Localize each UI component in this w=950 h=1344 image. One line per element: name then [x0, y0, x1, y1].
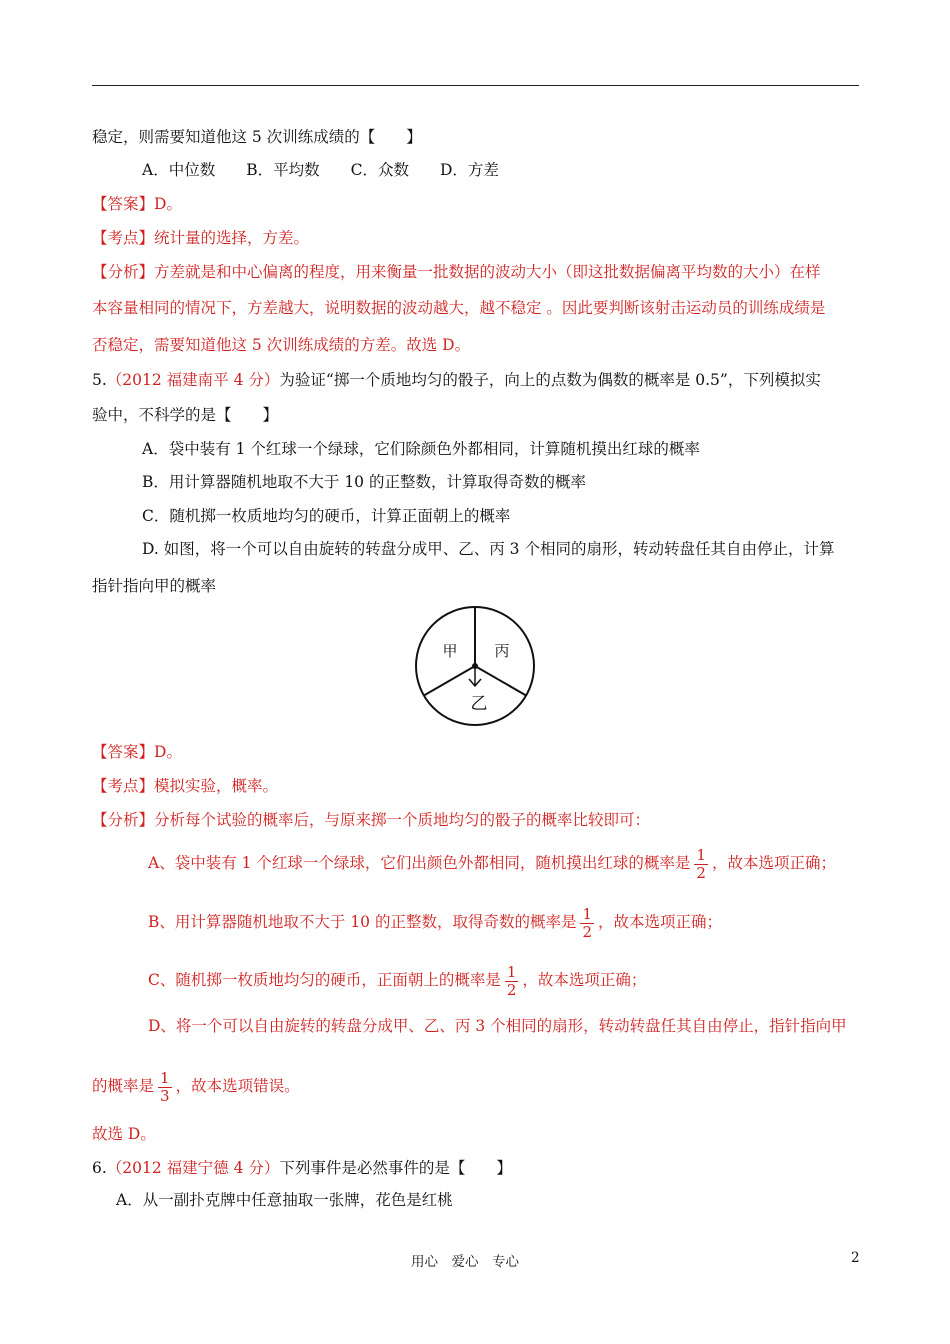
- spinner-divider-left: [424, 666, 475, 696]
- fraction-numerator: 1: [160, 1068, 170, 1087]
- q4-answer: [92, 194, 182, 214]
- q4-stem-line: 稳定，则需要知道他这 5 次训练成绩的【 】: [92, 128, 422, 146]
- header-rule: [92, 85, 859, 86]
- q5-analysis-d-line2: [92, 1068, 300, 1105]
- analysis-c-tail: ，故本选项正确；: [522, 971, 647, 989]
- answer-text: D。: [154, 195, 182, 213]
- q5-answer: [92, 742, 182, 762]
- q5-analysis-a: [148, 845, 836, 882]
- spinner-label-yi: 乙: [470, 694, 488, 714]
- analysis-b-text: B、用计算器随机地取不大于 10 的正整数，取得奇数的概率是: [148, 913, 577, 931]
- analysis-c-text: C、随机掷一枚质地均匀的硬币，正面朝上的概率是: [148, 971, 501, 989]
- spinner-figure: [412, 603, 538, 729]
- q5-analysis-d-line1: D、将一个可以自由旋转的转盘分成甲、乙、丙 3 个相同的扇形，转动转盘任其自由停止，指针指向甲: [148, 1017, 847, 1035]
- q5-analysis-c: [148, 962, 646, 999]
- answer-text: D。: [154, 743, 182, 761]
- q5-source: （2012 福建南平 4 分）: [106, 371, 280, 389]
- q5-option-c: C．随机掷一枚质地均匀的硬币，计算正面朝上的概率: [142, 507, 511, 525]
- analysis-d-tail: ，故本选项错误。: [175, 1077, 300, 1095]
- q5-stem-text: 为验证“掷一个质地均匀的骰子，向上的点数为偶数的概率是 0.5”，下列模拟实: [279, 371, 821, 389]
- q6-source: （2012 福建宁德 4 分）: [106, 1159, 280, 1177]
- spinner-divider-right: [475, 666, 526, 696]
- fenxi-text: 方差就是和中心偏离的程度，用来衡量一批数据的波动大小（即这批数据偏离平均数的大小）在样: [154, 263, 821, 281]
- fenxi-tag: 【分析】: [92, 263, 155, 281]
- fraction-denominator: 3: [160, 1086, 170, 1105]
- page-number: 2: [851, 1250, 860, 1266]
- analysis-d-text: 的概率是: [92, 1077, 155, 1095]
- q4-kaodian: [92, 228, 309, 248]
- q4-fenxi-line2: 本容量相同的情况下，方差越大，说明数据的波动越大，越不稳定 。因此要判断该射击运动员的训练成绩是: [92, 299, 826, 317]
- fraction-one-half: [694, 847, 708, 882]
- fenxi-tag: 【分析】: [92, 811, 155, 829]
- q6-stem-text: 下列事件是必然事件的是【 】: [279, 1159, 512, 1177]
- q4-fenxi-line1: [92, 262, 821, 282]
- answer-tag: 【答案】: [92, 743, 155, 761]
- analysis-a-text: A、袋中装有 1 个红球一个绿球，它们出颜色外都相同，随机摸出红球的概率是: [148, 854, 691, 872]
- spinner-label-bing: 丙: [494, 642, 510, 660]
- q5-fenxi: [92, 810, 650, 830]
- fenxi-text: 分析每个试验的概率后，与原来掷一个质地均匀的骰子的概率比较即可：: [154, 811, 651, 829]
- fraction-numerator: 1: [506, 962, 517, 981]
- q6-stem: [92, 1158, 512, 1178]
- q5-stem-line1: [92, 370, 821, 390]
- q5-number: 5.: [92, 371, 107, 389]
- fraction-denominator: 2: [696, 863, 706, 882]
- q4-options: A．中位数 B．平均数 C．众数 D．方差: [142, 161, 499, 179]
- fraction-numerator: 1: [582, 904, 593, 923]
- kaodian-tag: 【考点】: [92, 777, 155, 795]
- q5-kaodian: [92, 776, 278, 796]
- analysis-a-tail: ，故本选项正确；: [711, 854, 836, 872]
- q4-fenxi-line3: 否稳定，需要知道他这 5 次训练成绩的方差。故选 D。: [92, 336, 471, 354]
- q5-conclusion: 故选 D。: [92, 1125, 156, 1143]
- q6-option-a: A．从一副扑克牌中任意抽取一张牌，花色是红桃: [116, 1191, 453, 1209]
- q5-option-d-line1: D. 如图，将一个可以自由旋转的转盘分成甲、乙、丙 3 个相同的扇形，转动转盘任其自由停止，计算: [142, 540, 835, 558]
- q6-number: 6.: [92, 1159, 107, 1177]
- fraction-denominator: 2: [582, 922, 593, 941]
- kaodian-tag: 【考点】: [92, 229, 155, 247]
- kaodian-text: 统计量的选择，方差。: [154, 229, 310, 247]
- q5-analysis-b: [148, 904, 722, 941]
- answer-tag: 【答案】: [92, 195, 155, 213]
- analysis-b-tail: ，故本选项正确；: [598, 913, 723, 931]
- footer-motto: 用心 爱心 专心: [411, 1254, 519, 1270]
- fraction-one-half: [505, 964, 519, 999]
- q5-option-b: B．用计算器随机地取不大于 10 的正整数，计算取得奇数的概率: [142, 473, 586, 491]
- q5-option-d-line2: 指针指向甲的概率: [92, 577, 217, 595]
- fraction-one-half: [580, 906, 594, 941]
- kaodian-text: 模拟实验，概率。: [154, 777, 279, 795]
- q5-stem-line2: 验中，不科学的是【 】: [92, 406, 279, 424]
- fraction-denominator: 2: [506, 980, 517, 999]
- fraction-one-third: [158, 1070, 172, 1105]
- spinner-label-jia: 甲: [442, 642, 458, 660]
- fraction-numerator: 1: [696, 845, 706, 864]
- q5-option-a: A．袋中装有 1 个红球一个绿球，它们除颜色外都相同，计算随机摸出红球的概率: [142, 440, 700, 458]
